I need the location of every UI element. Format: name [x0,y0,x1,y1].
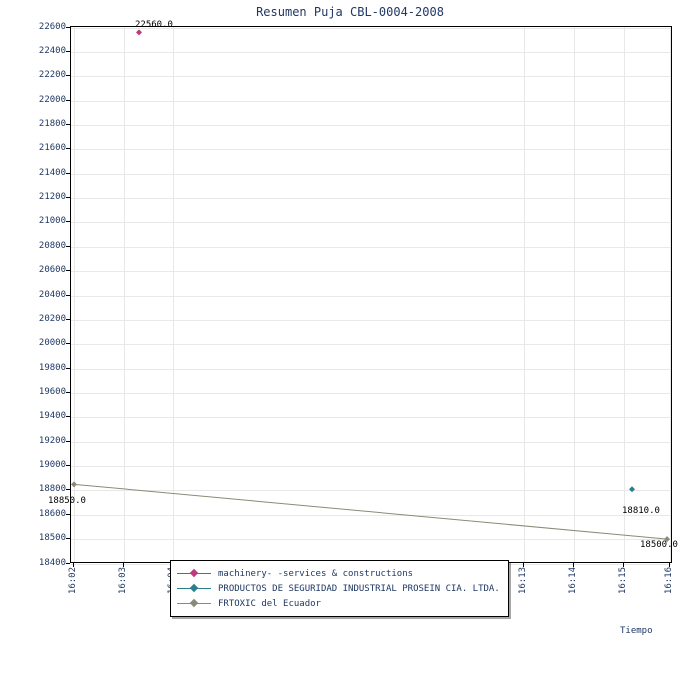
y-tick-label: 19200 [38,435,66,446]
data-point-prosein [629,486,635,492]
y-tick-label: 19400 [38,411,66,422]
data-point-machinery [136,29,142,35]
y-tick-label: 21600 [38,143,66,154]
x-tick-label: 16:02 [68,567,78,595]
legend-swatch-machinery [177,573,211,574]
point-value-label: 18500.0 [640,540,678,550]
y-tick-label: 20400 [38,289,66,300]
y-axis-ticks [0,21,70,568]
y-tick-label: 20800 [38,240,66,251]
y-tick-label: 22400 [38,45,66,56]
y-tick-label: 20600 [38,265,66,276]
y-tick-label: 21000 [38,216,66,227]
plot-area [70,26,672,563]
y-tick-label: 21800 [38,118,66,129]
y-tick-label: 20000 [38,338,66,349]
point-value-label: 18810.0 [622,506,660,516]
legend [170,560,509,617]
legend-item[interactable] [177,581,500,596]
data-point-frtoxic-start [71,481,77,487]
x-tick-label: 16:16 [664,567,674,595]
y-tick-label: 22600 [38,21,66,32]
point-value-label: 18850.0 [48,496,86,506]
legend-swatch-frtoxic [177,603,211,604]
legend-item[interactable] [177,596,500,611]
y-tick-label: 21400 [38,167,66,178]
x-tick-label: 16:14 [568,567,578,595]
chart-title: Resumen Puja CBL-0004-2008 [256,5,444,19]
series-line-frtoxic [74,484,667,539]
y-tick-label: 18800 [38,484,66,495]
y-tick-label: 19000 [38,460,66,471]
y-tick-label: 19600 [38,386,66,397]
legend-swatch-prosein [177,588,211,589]
x-axis-label: Tiempo [620,626,653,636]
y-tick-label: 18400 [38,557,66,568]
legend-label: FRTOXIC del Ecuador [218,598,321,609]
legend-label: PRODUCTOS DE SEGURIDAD INDUSTRIAL PROSEIN CIA. LTDA. [218,583,500,594]
series-layer [71,27,673,564]
y-tick-label: 18500 [38,533,66,544]
y-tick-label: 18600 [38,508,66,519]
x-tick-label: 16:03 [118,567,128,595]
point-value-label: 22560.0 [135,20,173,30]
legend-item[interactable] [177,566,500,581]
y-tick-label: 21200 [38,192,66,203]
x-tick-label: 16:15 [618,567,628,595]
series-markers [71,29,670,542]
y-tick-label: 22200 [38,70,66,81]
legend-label: machinery- -services & constructions [218,568,414,579]
y-tick-label: 22000 [38,94,66,105]
x-tick-label: 16:13 [518,567,528,595]
y-tick-label: 19800 [38,362,66,373]
y-tick-label: 20200 [38,313,66,324]
